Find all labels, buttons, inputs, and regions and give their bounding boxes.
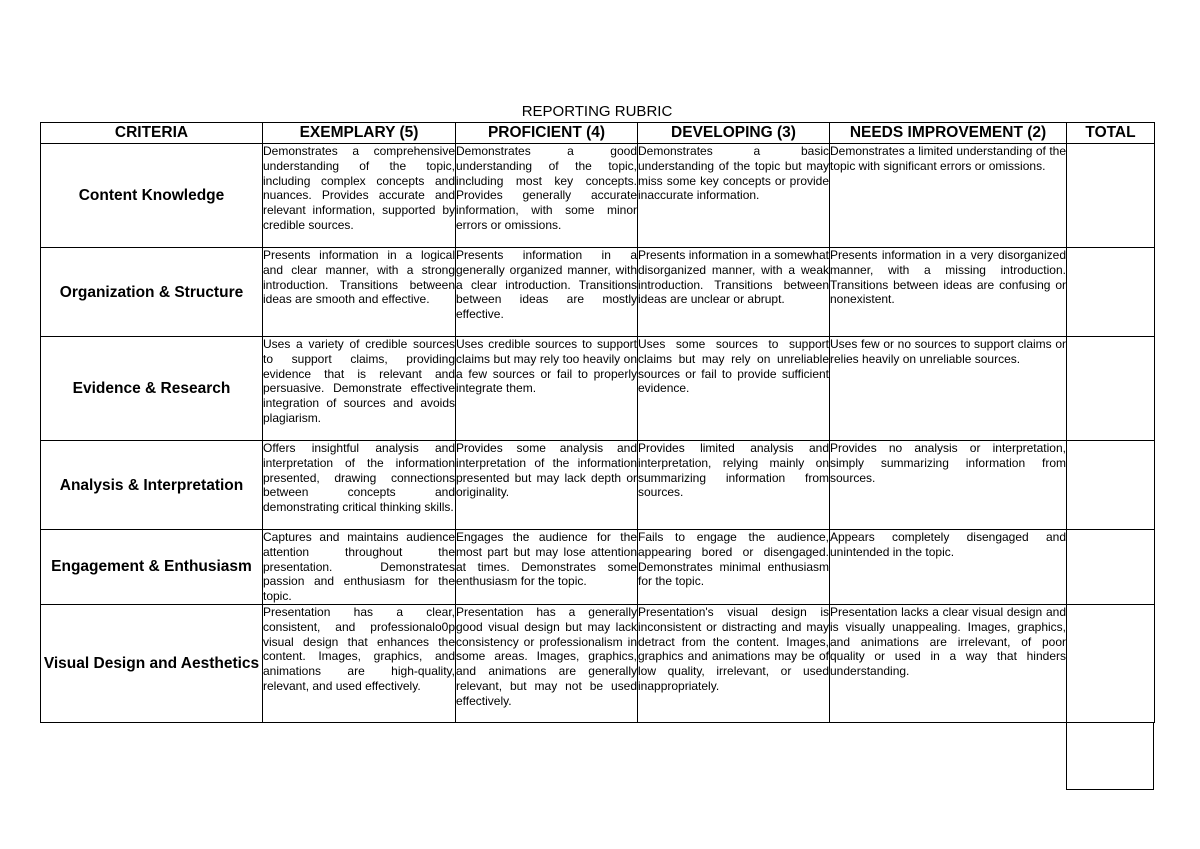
total-cell[interactable] xyxy=(1067,337,1155,441)
document-title: REPORTING RUBRIC xyxy=(521,103,673,120)
table-row xyxy=(41,530,1155,605)
developing-cell: Provides limited analysis and interpretation, relying mainly on summarizing information from sources. xyxy=(638,441,830,530)
grand-total-box[interactable] xyxy=(1066,722,1154,790)
header-needs-improvement: NEEDS IMPROVEMENT (2) xyxy=(830,123,1067,144)
developing-cell: Demonstrates a basic understanding of the topic but may miss some key concepts or provide inaccurate information. xyxy=(638,144,830,248)
table-row xyxy=(41,604,1155,722)
needs-improvement-cell: Presents information in a very disorganized manner, with a missing introduction. Transitions between ideas are confusing or nonexistent. xyxy=(830,248,1067,337)
header-total: TOTAL xyxy=(1067,123,1155,144)
total-cell[interactable] xyxy=(1067,604,1155,722)
proficient-cell: Demonstrates a good understanding of the topic, including most key concepts. Provides generally accurate information, with some minor errors or omissions. xyxy=(456,144,638,248)
criterion-cell: Analysis & Interpretation xyxy=(41,441,263,530)
needs-improvement-cell: Demonstrates a limited understanding of the topic with significant errors or omissions. xyxy=(830,144,1067,248)
exemplary-cell: Uses a variety of credible sources to support claims, providing evidence that is relevant and persuasive. Demonstrate effective integration of sources and avoids plagiarism. xyxy=(263,337,456,441)
proficient-cell: Engages the audience for the most part but may lose attention at times. Demonstrates some enthusiasm for the topic. xyxy=(456,530,638,605)
criterion-cell: Evidence & Research xyxy=(41,337,263,441)
header-developing: DEVELOPING (3) xyxy=(638,123,830,144)
developing-cell: Uses some sources to support claims but may rely on unreliable sources or fail to provide sufficient evidence. xyxy=(638,337,830,441)
needs-improvement-cell: Presentation lacks a clear visual design and is visually unappealing. Images, graphics, and animations are irrelevant, of poor quality or used in a way that hinders understanding. xyxy=(830,604,1067,722)
proficient-cell: Provides some analysis and interpretation of the information presented but may lack depth or originality. xyxy=(456,441,638,530)
criterion-cell: Engagement & Enthusiasm xyxy=(41,530,263,605)
proficient-cell: Presents information in a generally organized manner, with a clear introduction. Transitions between ideas are mostly effective. xyxy=(456,248,638,337)
proficient-cell: Presentation has a generally good visual design but may lack consistency or professionalism in some areas. Images, graphics, and animations are generally relevant, but may not be used effectively. xyxy=(456,604,638,722)
header-criteria: CRITERIA xyxy=(41,123,263,144)
header-exemplary: EXEMPLARY (5) xyxy=(263,123,456,144)
needs-improvement-cell: Appears completely disengaged and unintended in the topic. xyxy=(830,530,1067,605)
header-proficient: PROFICIENT (4) xyxy=(456,123,638,144)
table-row xyxy=(41,144,1155,248)
developing-cell: Presents information in a somewhat disorganized manner, with a weak introduction. Transitions between ideas are unclear or abrupt. xyxy=(638,248,830,337)
needs-improvement-cell: Provides no analysis or interpretation, simply summarizing information from sources. xyxy=(830,441,1067,530)
criterion-cell: Visual Design and Aesthetics xyxy=(41,604,263,722)
criterion-cell: Content Knowledge xyxy=(41,144,263,248)
header-row xyxy=(41,123,1155,144)
table-row xyxy=(41,441,1155,530)
exemplary-cell: Presentation has a clear, consistent, and professionalo0p visual design that enhances the content. Images, graphics, and animations are high-quality, relevant, and used effectively. xyxy=(263,604,456,722)
total-cell[interactable] xyxy=(1067,144,1155,248)
table-row xyxy=(41,248,1155,337)
exemplary-cell: Demonstrates a comprehensive understanding of the topic, including complex concepts and nuances. Provides accurate and relevant information, supported by credible sources. xyxy=(263,144,456,248)
exemplary-cell: Presents information in a logical and clear manner, with a strong introduction. Transitions between ideas are smooth and effective. xyxy=(263,248,456,337)
total-cell[interactable] xyxy=(1067,441,1155,530)
needs-improvement-cell: Uses few or no sources to support claims or relies heavily on unreliable sources. xyxy=(830,337,1067,441)
proficient-cell: Uses credible sources to support claims but may rely too heavily on a few sources or fail to properly integrate them. xyxy=(456,337,638,441)
total-cell[interactable] xyxy=(1067,248,1155,337)
table-row xyxy=(41,337,1155,441)
exemplary-cell: Offers insightful analysis and interpretation of the information presented, drawing connections between concepts and demonstrating critical thinking skills. xyxy=(263,441,456,530)
criterion-cell: Organization & Structure xyxy=(41,248,263,337)
rubric-table xyxy=(40,122,1155,723)
total-cell[interactable] xyxy=(1067,530,1155,605)
exemplary-cell: Captures and maintains audience attention throughout the presentation. Demonstrates passion and enthusiasm for the topic. xyxy=(263,530,455,604)
developing-cell: Fails to engage the audience, appearing bored or disengaged. Demonstrates minimal enthusiasm for the topic. xyxy=(638,530,830,605)
developing-cell: Presentation's visual design is inconsistent or distracting and may detract from the content. Images, graphics and animations may be of low quality, irrelevant, or used inappropriately. xyxy=(638,604,830,722)
